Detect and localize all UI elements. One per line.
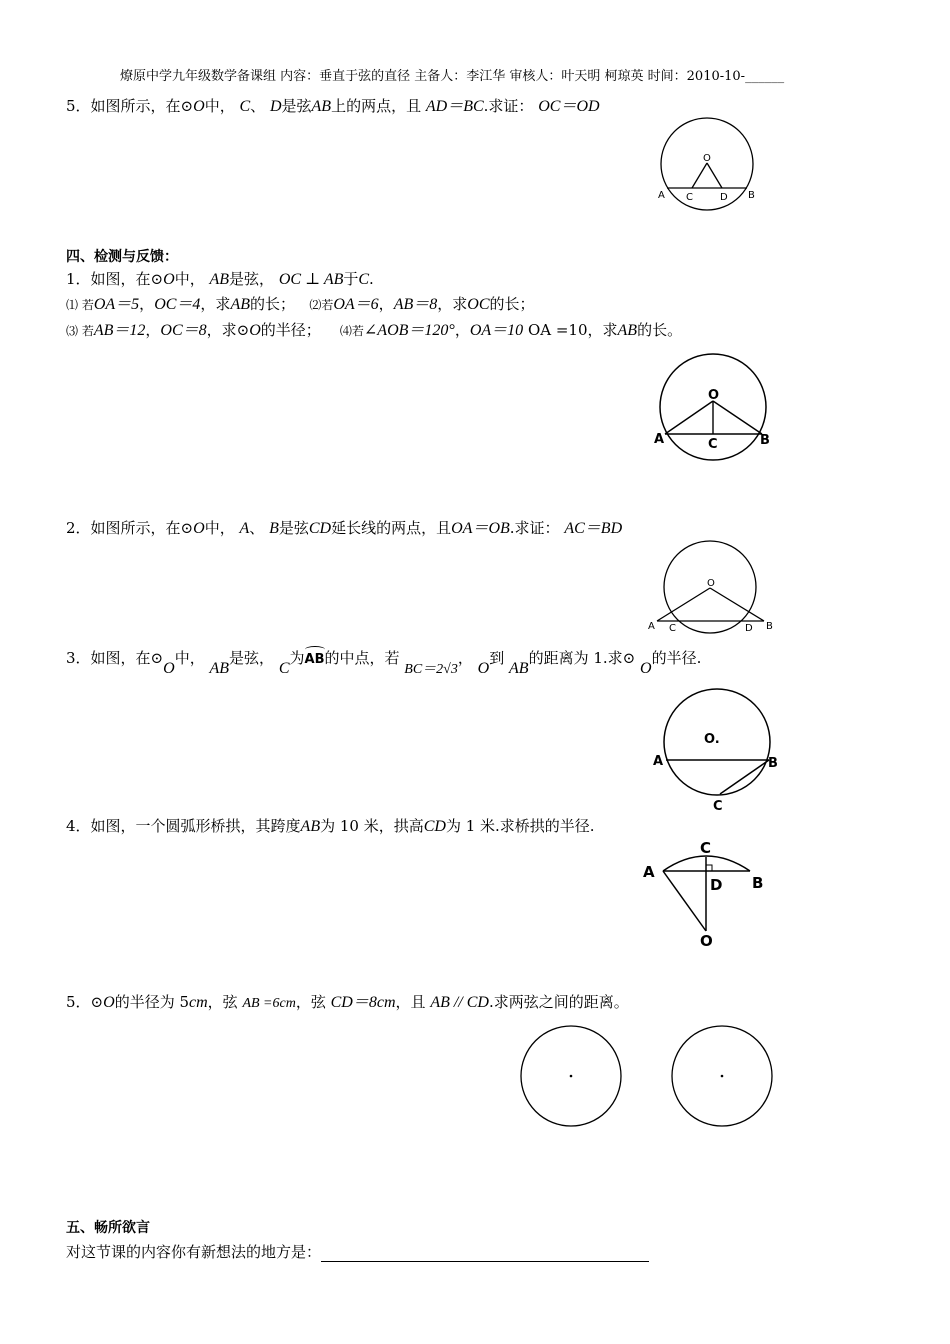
math-var: OC (467, 296, 490, 313)
math-expr: CD＝8cm (330, 994, 396, 1011)
math-var: AB (311, 98, 332, 115)
label-c: C (669, 623, 676, 634)
problem-5a (66, 96, 600, 117)
q3-stem (66, 648, 701, 678)
text: 5．如图所示，在⊙ (66, 97, 194, 115)
math-var: O (163, 660, 175, 677)
radius-oa (665, 401, 713, 434)
text: 5．⊙ (66, 993, 104, 1011)
math-var: A (239, 520, 250, 537)
text: ⑷若 (339, 324, 364, 338)
text: ， (139, 295, 155, 313)
math-var: O (640, 660, 652, 677)
text: 、 (250, 97, 266, 115)
center-dot-left (570, 1075, 573, 1078)
figure-q1 (652, 355, 774, 461)
q1-sub-3-4 (66, 320, 682, 341)
q4-stem (66, 816, 595, 837)
label-o: O (707, 578, 715, 589)
math-var: AB (509, 660, 529, 677)
figure-q2 (645, 542, 780, 634)
text: ，且 (395, 993, 426, 1011)
text: .求证： (509, 519, 560, 537)
math-var: cm (189, 994, 208, 1011)
text: 的长； (249, 295, 295, 313)
text: ，弦 (295, 993, 326, 1011)
text: 对这节课的内容你有新想法的地方是： (66, 1243, 322, 1261)
text: . (369, 270, 374, 288)
text: 中， (174, 270, 205, 288)
segment-od (707, 163, 722, 188)
math-expr: BC＝2√3 (404, 662, 458, 677)
answer-blank[interactable] (321, 1245, 649, 1262)
radius-ob (713, 401, 762, 434)
label-c: C (686, 192, 693, 203)
math-var: C (358, 271, 370, 288)
label-c: C (700, 839, 712, 857)
text: 的长； (489, 295, 535, 313)
text: 的距离为 1.求⊙ (528, 649, 636, 667)
label-c: C (708, 437, 718, 452)
arc-ab: AB (305, 650, 325, 670)
label-a: A (654, 432, 665, 447)
math-expr: OC＝OD (538, 98, 600, 115)
center-dot-right (721, 1075, 724, 1078)
text: .求两弦之间的距离。 (488, 993, 629, 1011)
math-var: AB (230, 296, 250, 313)
section-5-title: 五、畅所欲言 (66, 1220, 150, 1236)
text: ， (454, 321, 470, 339)
text: ，求 (587, 321, 618, 339)
text: 中， (204, 97, 235, 115)
text: 中， (174, 649, 205, 667)
q2-stem (66, 518, 622, 539)
closing-line (66, 1242, 649, 1262)
math-expr: OA＝6 (333, 296, 379, 313)
math-expr: AB // CD (430, 994, 489, 1011)
math-expr: OC＝4 (154, 296, 201, 313)
text: 的半径为 5 (114, 993, 189, 1011)
text: 为 10 米，拱高 (320, 817, 424, 835)
math-var: C (239, 98, 251, 115)
text: 是弦 (281, 97, 312, 115)
label-b: B (768, 756, 778, 771)
text: 1．如图，在⊙ (66, 270, 164, 288)
label-o: O. (704, 732, 720, 747)
text: ⑶ 若 (66, 324, 94, 338)
math-var: O (249, 322, 261, 339)
text: ，弦 (207, 993, 238, 1011)
text: OA =10 (527, 321, 588, 339)
label-b: B (766, 621, 773, 632)
label-d: D (745, 623, 753, 634)
label-o: O (703, 153, 711, 164)
math-var: O (477, 660, 490, 677)
math-expr: OC ⊥ AB (278, 271, 344, 288)
math-var: B (269, 520, 279, 537)
math-var: AB (617, 322, 638, 339)
math-var: C (278, 660, 290, 677)
section-4-title: 四、检测与反馈： (66, 249, 178, 265)
math-expr: OA＝OB (451, 520, 510, 537)
text: 延长线的两点，且 (331, 519, 452, 537)
figure-p5a (655, 118, 765, 210)
math-var: O (163, 271, 175, 288)
math-expr: AB＝12 (93, 322, 146, 339)
q1-stem (66, 269, 374, 290)
text: ⑵若 (309, 298, 334, 312)
figure-q3 (650, 690, 785, 814)
label-o: O (700, 932, 713, 950)
text: 的中点，若 (324, 649, 400, 667)
math-var: O (193, 520, 205, 537)
text: 为 (289, 649, 305, 667)
text: 4．如图，一个圆弧形桥拱，其跨度 (66, 817, 301, 835)
math-expr: AB＝8 (393, 296, 438, 313)
label-a: A (658, 190, 665, 201)
label-b: B (760, 433, 770, 448)
text: 2．如图所示，在⊙ (66, 519, 194, 537)
text: 是弦， (229, 270, 275, 288)
math-var: CD (423, 818, 446, 835)
text: 是弦， (229, 649, 275, 667)
text: ，求 (200, 295, 231, 313)
label-d: D (710, 876, 723, 894)
text: ，求 (437, 295, 468, 313)
q1-sub-1-2 (66, 294, 535, 315)
math-var: CD (308, 520, 332, 537)
math-expr: AB =6cm (242, 996, 296, 1011)
text: 到 (489, 649, 505, 667)
text: 于 (343, 270, 359, 288)
text: ， (145, 321, 161, 339)
right-angle-mark (706, 865, 712, 871)
figure-q5 (518, 1026, 778, 1128)
segment-ao (663, 871, 706, 931)
math-expr: ∠AOB＝120° (363, 322, 455, 339)
math-var: O (103, 994, 115, 1011)
text: 上的两点，且 (331, 97, 422, 115)
math-var: AB (209, 660, 230, 677)
text: 的半径. (651, 649, 702, 667)
label-a: A (648, 621, 655, 632)
segment-oc (692, 163, 707, 188)
text: ，求⊙ (206, 321, 250, 339)
label-c: C (713, 799, 723, 814)
label-b: B (748, 190, 755, 201)
chord-bc (720, 760, 769, 794)
text: 的半径； (260, 321, 321, 339)
text: ⑴ 若 (66, 298, 94, 312)
math-expr: OA＝10 (469, 322, 524, 339)
label-a: A (653, 754, 664, 769)
text: 是弦 (278, 519, 309, 537)
text: 的长。 (637, 321, 683, 339)
math-var: AB (300, 818, 321, 835)
math-var: D (269, 98, 282, 115)
text: 、 (249, 519, 265, 537)
math-expr: OA＝5 (93, 296, 140, 313)
text: .求证： (483, 97, 534, 115)
text: ， (457, 649, 473, 667)
q5-stem (66, 992, 629, 1014)
math-expr: OC＝8 (160, 322, 207, 339)
text: ， (378, 295, 394, 313)
text: 中， (204, 519, 235, 537)
math-var: O (193, 98, 205, 115)
math-var: AB (209, 271, 230, 288)
label-a: A (643, 863, 655, 881)
label-o: O (708, 388, 720, 403)
math-expr: AC＝BD (564, 520, 623, 537)
math-expr: AD＝BC (425, 98, 484, 115)
label-d: D (720, 192, 728, 203)
page-header: 燎原中学九年级数学备课组 内容：垂直于弦的直径 主备人：李江华 审核人：叶天明 柯琼英 时间：2010-10-______ (120, 69, 785, 84)
text: 为 1 米.求桥拱的半径. (445, 817, 595, 835)
figure-q4 (640, 835, 775, 950)
text: 3．如图，在⊙ (66, 649, 164, 667)
label-b: B (752, 874, 764, 892)
